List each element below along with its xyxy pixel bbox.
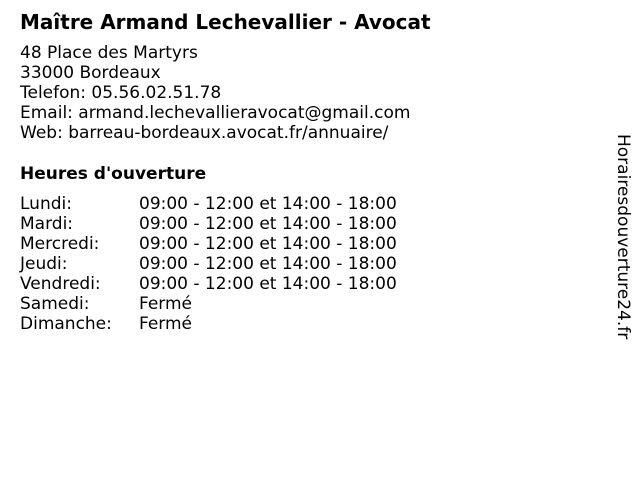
street-address: 48 Place des Martyrs <box>20 43 198 63</box>
day-hours: 09:00 - 12:00 et 14:00 - 18:00 <box>139 274 397 294</box>
website-address: Web: barreau-bordeaux.avocat.fr/annuaire/ <box>20 123 389 143</box>
brand-watermark <box>612 134 634 344</box>
page-title: Maître Armand Lechevallier - Avocat <box>20 10 431 34</box>
day-label: Jeudi: <box>20 254 68 274</box>
day-hours: 09:00 - 12:00 et 14:00 - 18:00 <box>139 234 397 254</box>
day-hours: 09:00 - 12:00 et 14:00 - 18:00 <box>139 194 397 214</box>
day-hours: Fermé <box>139 294 193 314</box>
day-label: Mardi: <box>20 214 74 234</box>
day-label: Mercredi: <box>20 234 100 254</box>
day-label: Lundi: <box>20 194 72 214</box>
day-label: Dimanche: <box>20 314 112 334</box>
phone-number: Telefon: 05.56.02.51.78 <box>20 83 222 103</box>
day-hours: 09:00 - 12:00 et 14:00 - 18:00 <box>139 254 397 274</box>
contact-block <box>20 43 410 143</box>
day-label: Samedi: <box>20 294 90 314</box>
day-hours: 09:00 - 12:00 et 14:00 - 18:00 <box>139 214 397 234</box>
day-hours: Fermé <box>139 314 193 334</box>
email-address: Email: armand.lechevallieravocat@gmail.com <box>20 103 411 123</box>
day-label: Vendredi: <box>20 274 101 294</box>
city-postcode: 33000 Bordeaux <box>20 63 161 83</box>
brand-text: Horairesdouverture24.fr <box>613 134 633 340</box>
hours-heading: Heures d'ouverture <box>20 164 207 184</box>
